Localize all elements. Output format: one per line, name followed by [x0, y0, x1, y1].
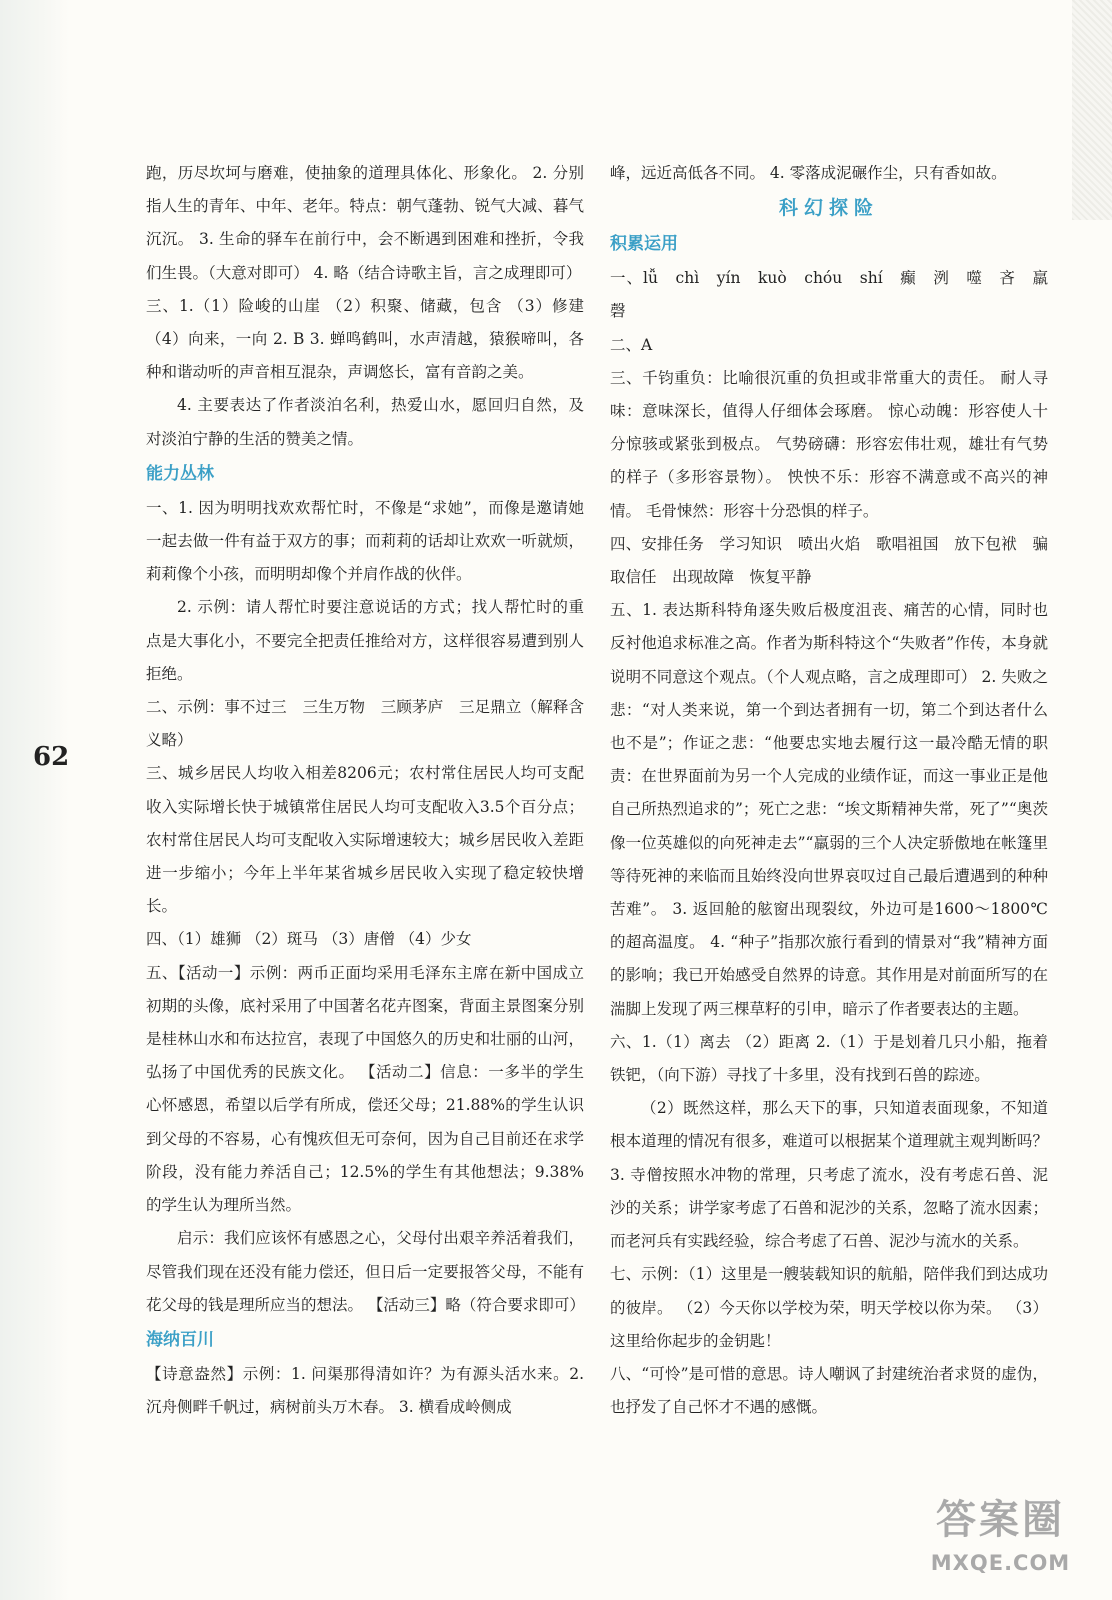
chapter-title: 科幻探险: [778, 197, 879, 220]
answer-paragraph: 二、A: [610, 335, 653, 354]
section-heading: 海纳百川: [146, 1329, 214, 1350]
answer-paragraph: 启示：我们应该怀有感恩之心，父母付出艰辛养活着我们，尽管我们现在还没有能力偿还，但日后一定要报答父母，不能有花父母的钱是理所应当的想法。 【活动三】略（符合要求即可）: [146, 1229, 585, 1314]
answer-paragraph: 2. 示例：请人帮忙时要注意说话的方式；找人帮忙时的重点是大事化小，不要完全把责任推给对方，这样很容易遭到别人拒绝。: [146, 598, 584, 683]
left-column: [146, 157, 584, 1424]
watermark-site-text: MXQE.COM: [930, 1551, 1071, 1575]
answer-paragraph: 四、（1）雄狮 （2）斑马 （3）唐僧 （4）少女: [146, 930, 472, 949]
answer-paragraph: 四、安排任务 学习知识 喷出火焰 歌唱祖国 放下包袱 骗取信任 出现故障 恢复平静: [610, 534, 1048, 587]
answer-paragraph: 七、示例：（1）这里是一艘装载知识的航船，陪伴我们到达成功的彼岸。 （2）今天你以学校为荣，明天学校以你为荣。 （3）这里给你起步的金钥匙！: [610, 1265, 1048, 1350]
page-number: 62: [33, 742, 70, 772]
watermark-logo: [903, 1492, 1098, 1592]
section-heading: 积累运用: [610, 234, 678, 255]
page-edge-right: [1072, 0, 1112, 220]
answer-paragraph: 八、“可怜”是可惜的意思。诗人嘲讽了封建统治者求贤的虚伪，也抒发了自己怀才不遇的感慨。: [610, 1364, 1048, 1417]
answer-paragraph: 六、1.（1）离去 （2）距离 2.（1）于是划着几只小船，拖着铁钯，（向下游）寻找了十多里，没有找到石兽的踪迹。: [610, 1032, 1048, 1085]
section-heading: 能力丛林: [146, 463, 214, 484]
answer-paragraph: 三、城乡居民人均收入相差8206元；农村常住居民人均可支配收入实际增长快于城镇常住居民人均可支配收入3.5个百分点；农村常住居民人均可支配收入实际增速较大；城乡居民收入差距进一步缩小；今年上半年某省城乡居民收入实现了稳定较快增长。: [146, 764, 584, 916]
watermark-logo-text: 答案圈: [936, 1497, 1065, 1543]
answer-paragraph: 峰，远近高低各不同。 4. 零落成泥碾作尘，只有香如故。: [610, 164, 1007, 182]
answer-paragraph: 一、lǚ chì yín kuò chóu shí 癫 洌 噬 吝 羸 磬: [610, 269, 1064, 321]
page-edge-left: [0, 0, 70, 1600]
answer-paragraph: 一、1. 因为明明找欢欢帮忙时，不像是“求她”，而像是邀请她一起去做一件有益于双方的事；而莉莉的话却让欢欢一听就烦，莉莉像个小孩，而明明却像个并肩作战的伙伴。: [146, 498, 584, 584]
answer-paragraph: 三、千钧重负：比喻很沉重的负担或非常重大的责任。 耐人寻味：意味深长，值得人仔细体会琢磨。 惊心动魄：形容使人十分惊骇或紧张到极点。 气势磅礴：形容宏伟壮观，雄壮有气势的样子（多形容景物）。 怏怏不乐：形容不满意或不高兴的神情。 毛骨悚然：形容十分恐惧的样子。: [610, 368, 1048, 520]
answer-paragraph: 二、示例：事不过三 三生万物 三顾茅庐 三足鼎立（解释含义略）: [146, 698, 584, 750]
answer-paragraph: 【诗意盎然】示例：1. 问渠那得清如许？为有源头活水来。2. 沉舟侧畔千帆过，病树前头万木春。 3. 横看成岭侧成: [146, 1364, 584, 1417]
answer-paragraph: 三、1.（1）险峻的山崖 （2）积聚、储藏，包含 （3）修建 （4）向来，一向 2. B 3. 蝉鸣鹤叫，水声清越，猿猴啼叫，各种和谐动听的声音相互混杂，声调悠长，富有音韵之美。: [146, 296, 584, 382]
right-column: [610, 157, 1064, 1424]
answer-paragraph: 跑，历尽坎坷与磨难，使抽象的道理具体化、形象化。 2. 分别指人生的青年、中年、老年。特点：朝气蓬勃、锐气大减、暮气沉沉。 3. 生命的驿车在前行中，会不断遇到困难和挫折，令我们生畏。（大意对即可） 4. 略（结合诗歌主旨，言之成理即可）: [146, 164, 584, 282]
answer-paragraph: 五、1. 表达斯科特角逐失败后极度沮丧、痛苦的心情，同时也反衬他追求标准之高。作者为斯科特这个“失败者”作传，本身就说明不同意这个观点。（个人观点略，言之成理即可） 2. 失败之悲：“对人类来说，第一个到达者拥有一切，第二个到达者什么也不是”；作证之悲：“他要忠实地去履行这一最冷酷无情的职责：在世界面前为另一个人完成的业绩作证，而这一事业正是他自己所热烈追求的”；死亡之悲：“埃文斯精神失常，死了”“奥茨像一位英雄似的向死神走去”“羸弱的三个人决定骄傲地在帐篷里等待死神的来临而且始终没向世界哀叹过自己最后遭遇到的种种苦难”。 3. 返回舱的舷窗出现裂纹，外边可是1600～1800℃的超高温度。 4. “种子”指那次旅行看到的情景对“我”精神方面的影响；我已开始感受自然界的诗意。其作用是对前面所写的在湍脚上发现了两三棵草籽的引申，暗示了作者要表达的主题。: [610, 601, 1048, 1018]
answer-paragraph: 五、【活动一】示例：两币正面均采用毛泽东主席在新中国成立初期的头像，底衬采用了中国著名花卉图案，背面主景图案分别是桂林山水和布达拉宫，表现了中国悠久的历史和壮丽的山河，弘扬了中国优秀的民族文化。 【活动二】信息：一多半的学生心怀感恩，希望以后学有所成，偿还父母；21.88%的学生认识到父母的不容易，心有愧疚但无可奈何，因为自己目前还在求学阶段，没有能力养活自己；12.5%的学生有其他想法；9.38%的学生认为理所当然。: [146, 963, 584, 1215]
answer-paragraph: （2）既然这样，那么天下的事，只知道表面现象，不知道根本道理的情况有很多，难道可以根据某个道理就主观判断吗？ 3. 寺僧按照水冲物的常理，只考虑了流水，没有考虑石兽、泥沙的关系；讲学家考虑了石兽和泥沙的关系，忽略了流水因素；而老河兵有实践经验，综合考虑了石兽、泥沙与流水的关系。: [610, 1099, 1048, 1251]
answer-paragraph: 4. 主要表达了作者淡泊名利，热爱山水，愿回归自然，及对淡泊宁静的生活的赞美之情。: [146, 396, 584, 448]
